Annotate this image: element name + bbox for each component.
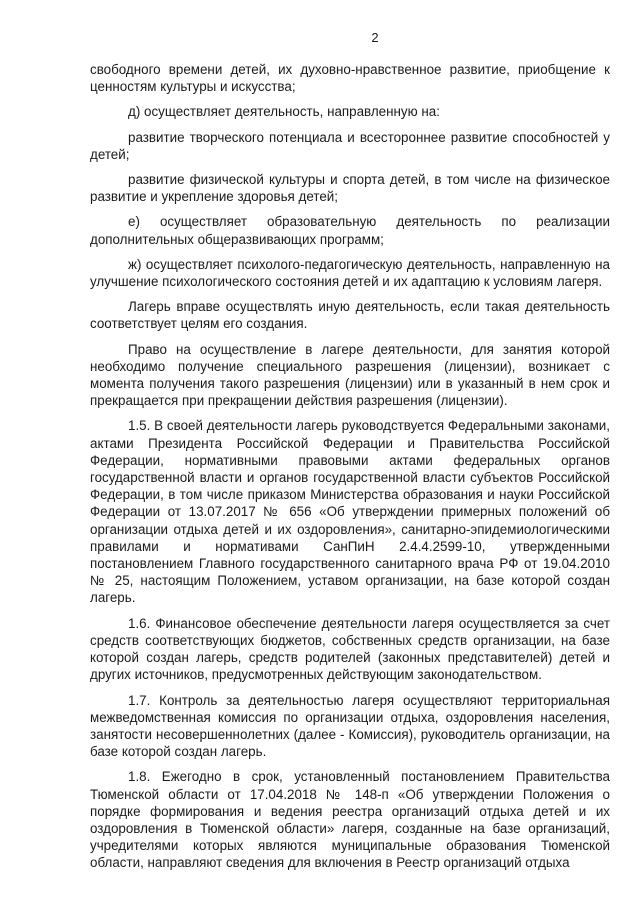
paragraph-physical-culture: развитие физической культуры и спорта детей, в том числе на физическое развитие и укрепление здоровья детей; (90, 172, 610, 205)
paragraph-1-8: 1.8. Ежегодно в срок, установленный постановлением Правительства Тюменской области от 17.04.2018 № 148-п «Об утверждении Положения о порядке формирования и ведения реестра организаций отдыха детей и их оздоровления в Тюменской области» лагеря, созданные на базе организаций, учредителями которых являются муниципальные образования Тюменской области, направляют сведения для включения в Реестр организаций отдыха (90, 769, 610, 871)
paragraph-item-d: д) осуществляет деятельность, направленную на: (128, 104, 440, 120)
paragraph-item-zh: ж) осуществляет психолого-педагогическую деятельность, направленную на улучшение психологического состояния детей и их адаптацию к условиям лагеря. (90, 256, 610, 290)
paragraph-continuation: свободного времени детей, их духовно-нравственное развитие, приобщение к ценностям культуры и искусства; (90, 62, 610, 95)
paragraph-1-5: 1.5. В своей деятельности лагерь руководствуется Федеральными законами, актами Президента Российской Федерации и Правительства Российской Федерации, нормативными правовыми актами федеральных органов государственной власти и органов государственной власти субъектов Российской Федерации, в том числе приказом Министерства образования и науки Российской Федерации от 13.07.2017 № 656 «Об утверждении примерных положений об организации отдыха детей и их оздоровления», санитарно-эпидемиологическими правилами и нормативами СанПиН 2.4.4.2599-10, утвержденными постановлением Главного государственного санитарного врача РФ от 19.04.2010 № 25, настоящим Положением, уставом организации, на базе которой создан лагерь. (90, 418, 610, 606)
paragraph-1-7: 1.7. Контроль за деятельностью лагеря осуществляют территориальная межведомственная комиссия по организации отдыха, оздоровления населения, занятости несовершеннолетних (далее - Комиссия), руководитель организации, на базе которой создан лагерь. (90, 692, 610, 760)
paragraph-item-e: е) осуществляет образовательную деятельность по реализации дополнительных общеразвивающих программ; (90, 214, 610, 247)
paragraph-other-activity: Лагерь вправе осуществлять иную деятельность, если такая деятельность соответствует целям его создания. (90, 299, 610, 332)
paragraph-creative-development: развитие творческого потенциала и всестороннее развитие способностей у детей; (90, 129, 610, 162)
paragraph-license: Право на осуществление в лагере деятельности, для занятия которой необходимо получение специального разрешения (лицензии), возникает с момента получения такого разрешения (лицензии) или в указанный в нем срок и прекращается при прекращении действия разрешения (лицензии). (90, 341, 610, 409)
page-number: 2 (371, 30, 379, 45)
paragraph-1-6: 1.6. Финансовое обеспечение деятельности лагеря осуществляется за счет средств соответствующих бюджетов, собственных средств организации, на базе которой создан лагерь, средств родителей (законных представителей) детей и других источников, предусмотренных действующим законодательством. (90, 615, 610, 683)
